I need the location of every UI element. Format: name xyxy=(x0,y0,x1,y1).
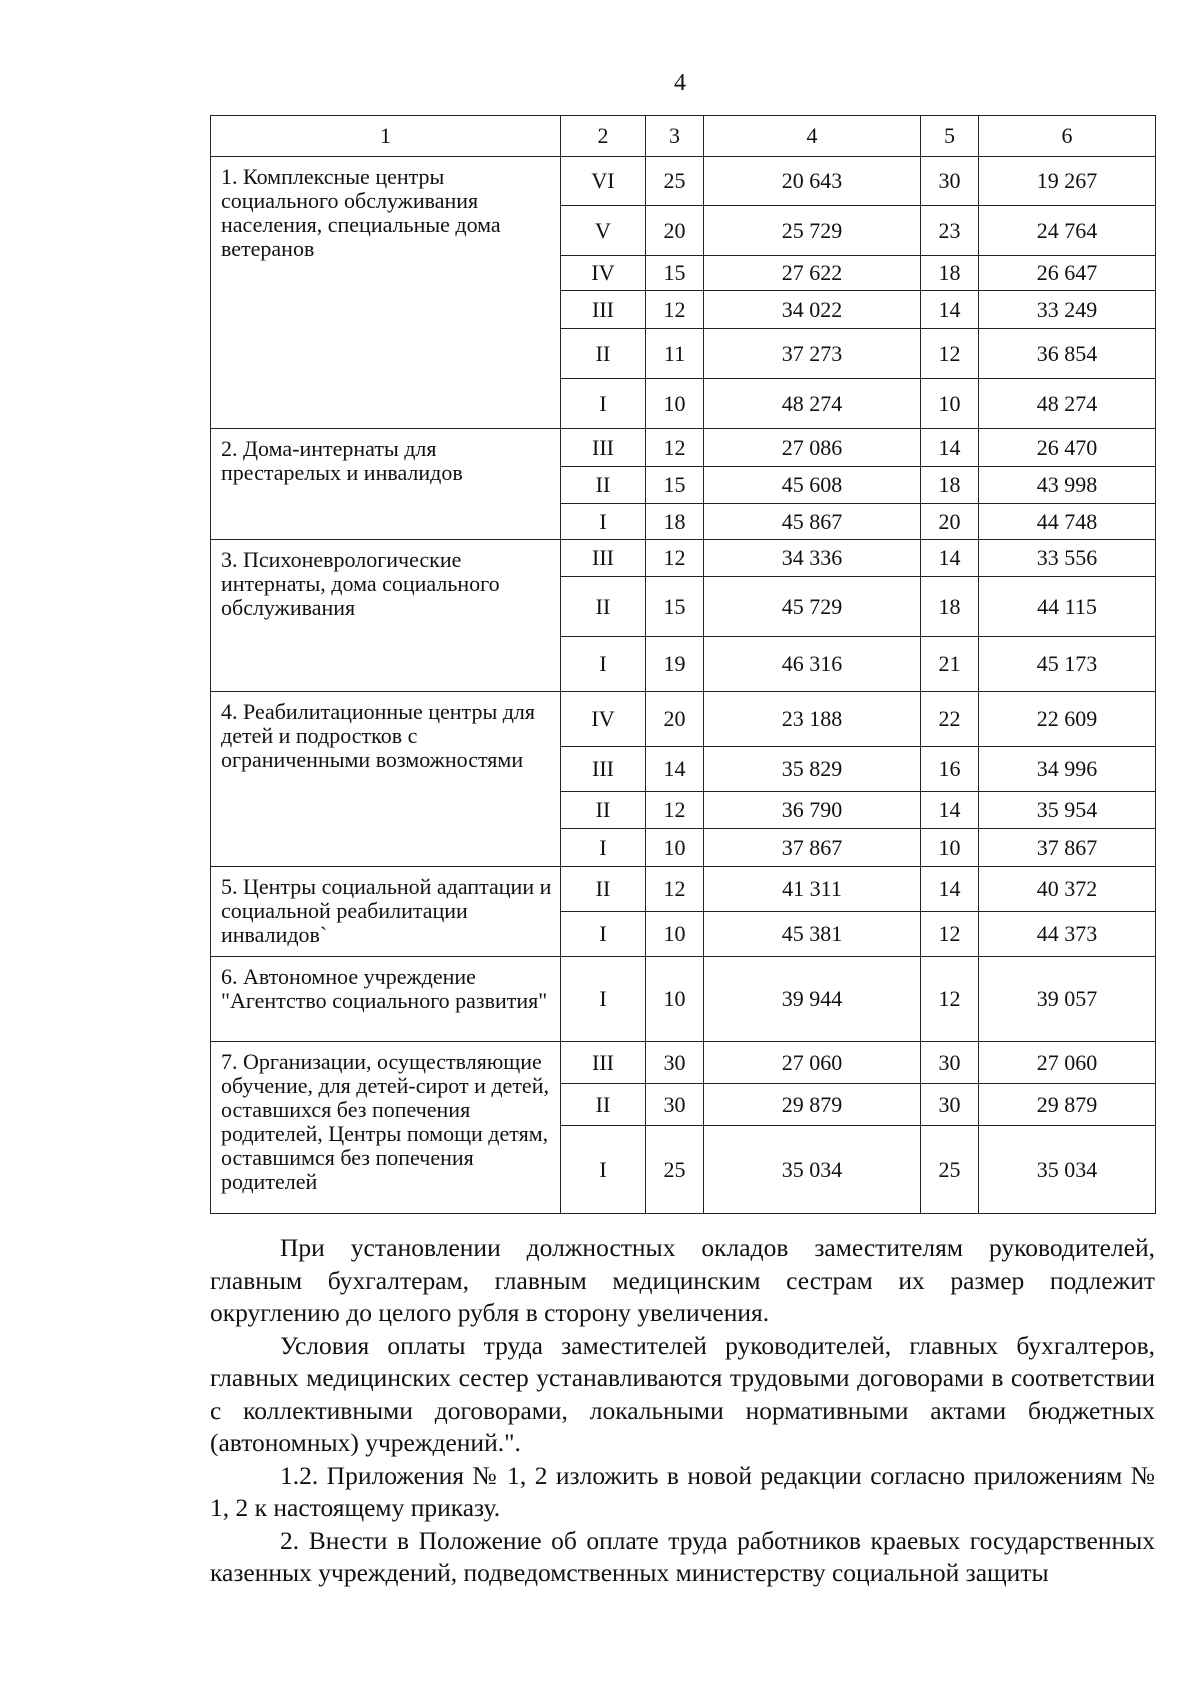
value-cell: III xyxy=(561,747,646,792)
value-cell: 12 xyxy=(646,792,704,829)
value-cell: 30 xyxy=(921,1042,979,1084)
header-row xyxy=(211,116,1156,157)
value-cell: 30 xyxy=(921,1084,979,1126)
value-cell: 27 060 xyxy=(704,1042,921,1084)
value-cell: II xyxy=(561,577,646,637)
value-cell: 10 xyxy=(646,912,704,957)
value-cell: 35 034 xyxy=(704,1126,921,1214)
value-cell: II xyxy=(561,467,646,504)
value-cell: 26 647 xyxy=(979,256,1156,291)
institution-type-cell: 6. Автономное учреждение "Агентство социального развития" xyxy=(211,957,561,1042)
value-cell: I xyxy=(561,1126,646,1214)
value-cell: 39 057 xyxy=(979,957,1156,1042)
value-cell: 33 556 xyxy=(979,540,1156,577)
value-cell: 29 879 xyxy=(704,1084,921,1126)
value-cell: 19 267 xyxy=(979,157,1156,206)
header-cell: 6 xyxy=(979,116,1156,157)
header-cell: 1 xyxy=(211,116,561,157)
value-cell: 15 xyxy=(646,256,704,291)
value-cell: IV xyxy=(561,256,646,291)
value-cell: 10 xyxy=(646,957,704,1042)
value-cell: 43 998 xyxy=(979,467,1156,504)
institution-type-cell: 5. Центры социальной адаптации и социальной реабилитации инвалидов` xyxy=(211,867,561,957)
value-cell: 44 748 xyxy=(979,504,1156,540)
value-cell: 29 879 xyxy=(979,1084,1156,1126)
value-cell: 25 xyxy=(646,1126,704,1214)
value-cell: 14 xyxy=(921,291,979,329)
value-cell: 39 944 xyxy=(704,957,921,1042)
value-cell: 20 xyxy=(646,206,704,256)
value-cell: II xyxy=(561,1084,646,1126)
value-cell: 37 273 xyxy=(704,329,921,379)
value-cell: 45 608 xyxy=(704,467,921,504)
value-cell: 12 xyxy=(646,540,704,577)
value-cell: 45 173 xyxy=(979,637,1156,692)
value-cell: 26 470 xyxy=(979,429,1156,467)
header-cell: 3 xyxy=(646,116,704,157)
value-cell: I xyxy=(561,379,646,429)
value-cell: 44 373 xyxy=(979,912,1156,957)
table-row xyxy=(211,157,1156,206)
paragraph: При установлении должностных окладов заместителям руководителей, главным бухгалтерам, главным медицинским сестрам их размер подлежит округлению до целого рубля в сторону увеличения. xyxy=(210,1233,1155,1327)
value-cell: III xyxy=(561,540,646,577)
value-cell: 40 372 xyxy=(979,867,1156,912)
value-cell: 20 643 xyxy=(704,157,921,206)
value-cell: 30 xyxy=(921,157,979,206)
value-cell: 44 115 xyxy=(979,577,1156,637)
value-cell: II xyxy=(561,792,646,829)
value-cell: 25 xyxy=(921,1126,979,1214)
value-cell: 18 xyxy=(921,467,979,504)
value-cell: 20 xyxy=(646,692,704,747)
institution-type-cell: 3. Психоневрологические интернаты, дома социального обслуживания xyxy=(211,540,561,692)
value-cell: 12 xyxy=(646,429,704,467)
header-cell: 4 xyxy=(704,116,921,157)
table-row xyxy=(211,867,1156,912)
value-cell: 30 xyxy=(646,1084,704,1126)
value-cell: 24 764 xyxy=(979,206,1156,256)
paragraph: 2. Внести в Положение об оплате труда работников краевых государственных казенных учреждений, подведомственных министерству социальной защиты xyxy=(210,1525,1155,1587)
value-cell: 12 xyxy=(646,867,704,912)
value-cell: 37 867 xyxy=(704,829,921,867)
paragraph: 1.2. Приложения № 1, 2 изложить в новой редакции согласно приложениям № 1, 2 к настоящему приказу. xyxy=(210,1460,1155,1522)
value-cell: II xyxy=(561,867,646,912)
value-cell: 18 xyxy=(646,504,704,540)
value-cell: 27 086 xyxy=(704,429,921,467)
value-cell: 45 381 xyxy=(704,912,921,957)
value-cell: 14 xyxy=(921,429,979,467)
value-cell: 12 xyxy=(646,291,704,329)
page-number: 4 xyxy=(674,70,686,96)
value-cell: 12 xyxy=(921,957,979,1042)
value-cell: I xyxy=(561,504,646,540)
header-cell: 2 xyxy=(561,116,646,157)
value-cell: 12 xyxy=(921,912,979,957)
value-cell: 48 274 xyxy=(704,379,921,429)
value-cell: 41 311 xyxy=(704,867,921,912)
value-cell: 35 034 xyxy=(979,1126,1156,1214)
institution-type-cell: 2. Дома-интернаты для престарелых и инвалидов xyxy=(211,429,561,540)
table-row xyxy=(211,1042,1156,1084)
value-cell: 19 xyxy=(646,637,704,692)
institution-type-cell: 4. Реабилитационные центры для детей и подростков с ограниченными возможностями xyxy=(211,692,561,867)
value-cell: 11 xyxy=(646,329,704,379)
value-cell: I xyxy=(561,829,646,867)
value-cell: I xyxy=(561,912,646,957)
table-row xyxy=(211,957,1156,1042)
table-row xyxy=(211,429,1156,467)
value-cell: 10 xyxy=(921,829,979,867)
value-cell: 23 188 xyxy=(704,692,921,747)
value-cell: 48 274 xyxy=(979,379,1156,429)
value-cell: 14 xyxy=(921,792,979,829)
value-cell: 25 729 xyxy=(704,206,921,256)
value-cell: 27 060 xyxy=(979,1042,1156,1084)
value-cell: 34 022 xyxy=(704,291,921,329)
header-cell: 5 xyxy=(921,116,979,157)
value-cell: 36 854 xyxy=(979,329,1156,379)
value-cell: 34 336 xyxy=(704,540,921,577)
value-cell: VI xyxy=(561,157,646,206)
value-cell: 45 867 xyxy=(704,504,921,540)
value-cell: IV xyxy=(561,692,646,747)
value-cell: 33 249 xyxy=(979,291,1156,329)
value-cell: 14 xyxy=(921,867,979,912)
value-cell: 30 xyxy=(646,1042,704,1084)
value-cell: 10 xyxy=(646,829,704,867)
institution-type-cell: 1. Комплексные центры социального обслуживания населения, специальные дома ветеранов xyxy=(211,157,561,429)
value-cell: 23 xyxy=(921,206,979,256)
value-cell: 35 954 xyxy=(979,792,1156,829)
value-cell: III xyxy=(561,1042,646,1084)
value-cell: 16 xyxy=(921,747,979,792)
value-cell: III xyxy=(561,291,646,329)
value-cell: 34 996 xyxy=(979,747,1156,792)
value-cell: 10 xyxy=(646,379,704,429)
value-cell: II xyxy=(561,329,646,379)
value-cell: 20 xyxy=(921,504,979,540)
value-cell: 22 xyxy=(921,692,979,747)
table-row xyxy=(211,540,1156,577)
value-cell: 10 xyxy=(921,379,979,429)
value-cell: 18 xyxy=(921,577,979,637)
value-cell: 45 729 xyxy=(704,577,921,637)
value-cell: 15 xyxy=(646,577,704,637)
value-cell: 36 790 xyxy=(704,792,921,829)
value-cell: 37 867 xyxy=(979,829,1156,867)
table-row xyxy=(211,692,1156,747)
value-cell: 27 622 xyxy=(704,256,921,291)
value-cell: 15 xyxy=(646,467,704,504)
value-cell: 14 xyxy=(921,540,979,577)
value-cell: 21 xyxy=(921,637,979,692)
institution-type-cell: 7. Организации, осуществляющие обучение, для детей-сирот и детей, оставшихся без попечения родителей, Центры помощи детям, оставшимся без попечения родителей xyxy=(211,1042,561,1214)
value-cell: 35 829 xyxy=(704,747,921,792)
value-cell: 25 xyxy=(646,157,704,206)
value-cell: 22 609 xyxy=(979,692,1156,747)
value-cell: I xyxy=(561,957,646,1042)
paragraph: Условия оплаты труда заместителей руководителей, главных бухгалтеров, главных медицинских сестер устанавливаются трудовыми договорами в соответствии с коллективными договорами, локальными нормативными актами бюджетных (автономных) учреждений.". xyxy=(210,1330,1155,1457)
value-cell: I xyxy=(561,637,646,692)
value-cell: III xyxy=(561,429,646,467)
value-cell: V xyxy=(561,206,646,256)
value-cell: 46 316 xyxy=(704,637,921,692)
salary-table xyxy=(210,115,1156,1214)
body-text xyxy=(210,1232,1155,1590)
value-cell: 14 xyxy=(646,747,704,792)
value-cell: 12 xyxy=(921,329,979,379)
value-cell: 18 xyxy=(921,256,979,291)
